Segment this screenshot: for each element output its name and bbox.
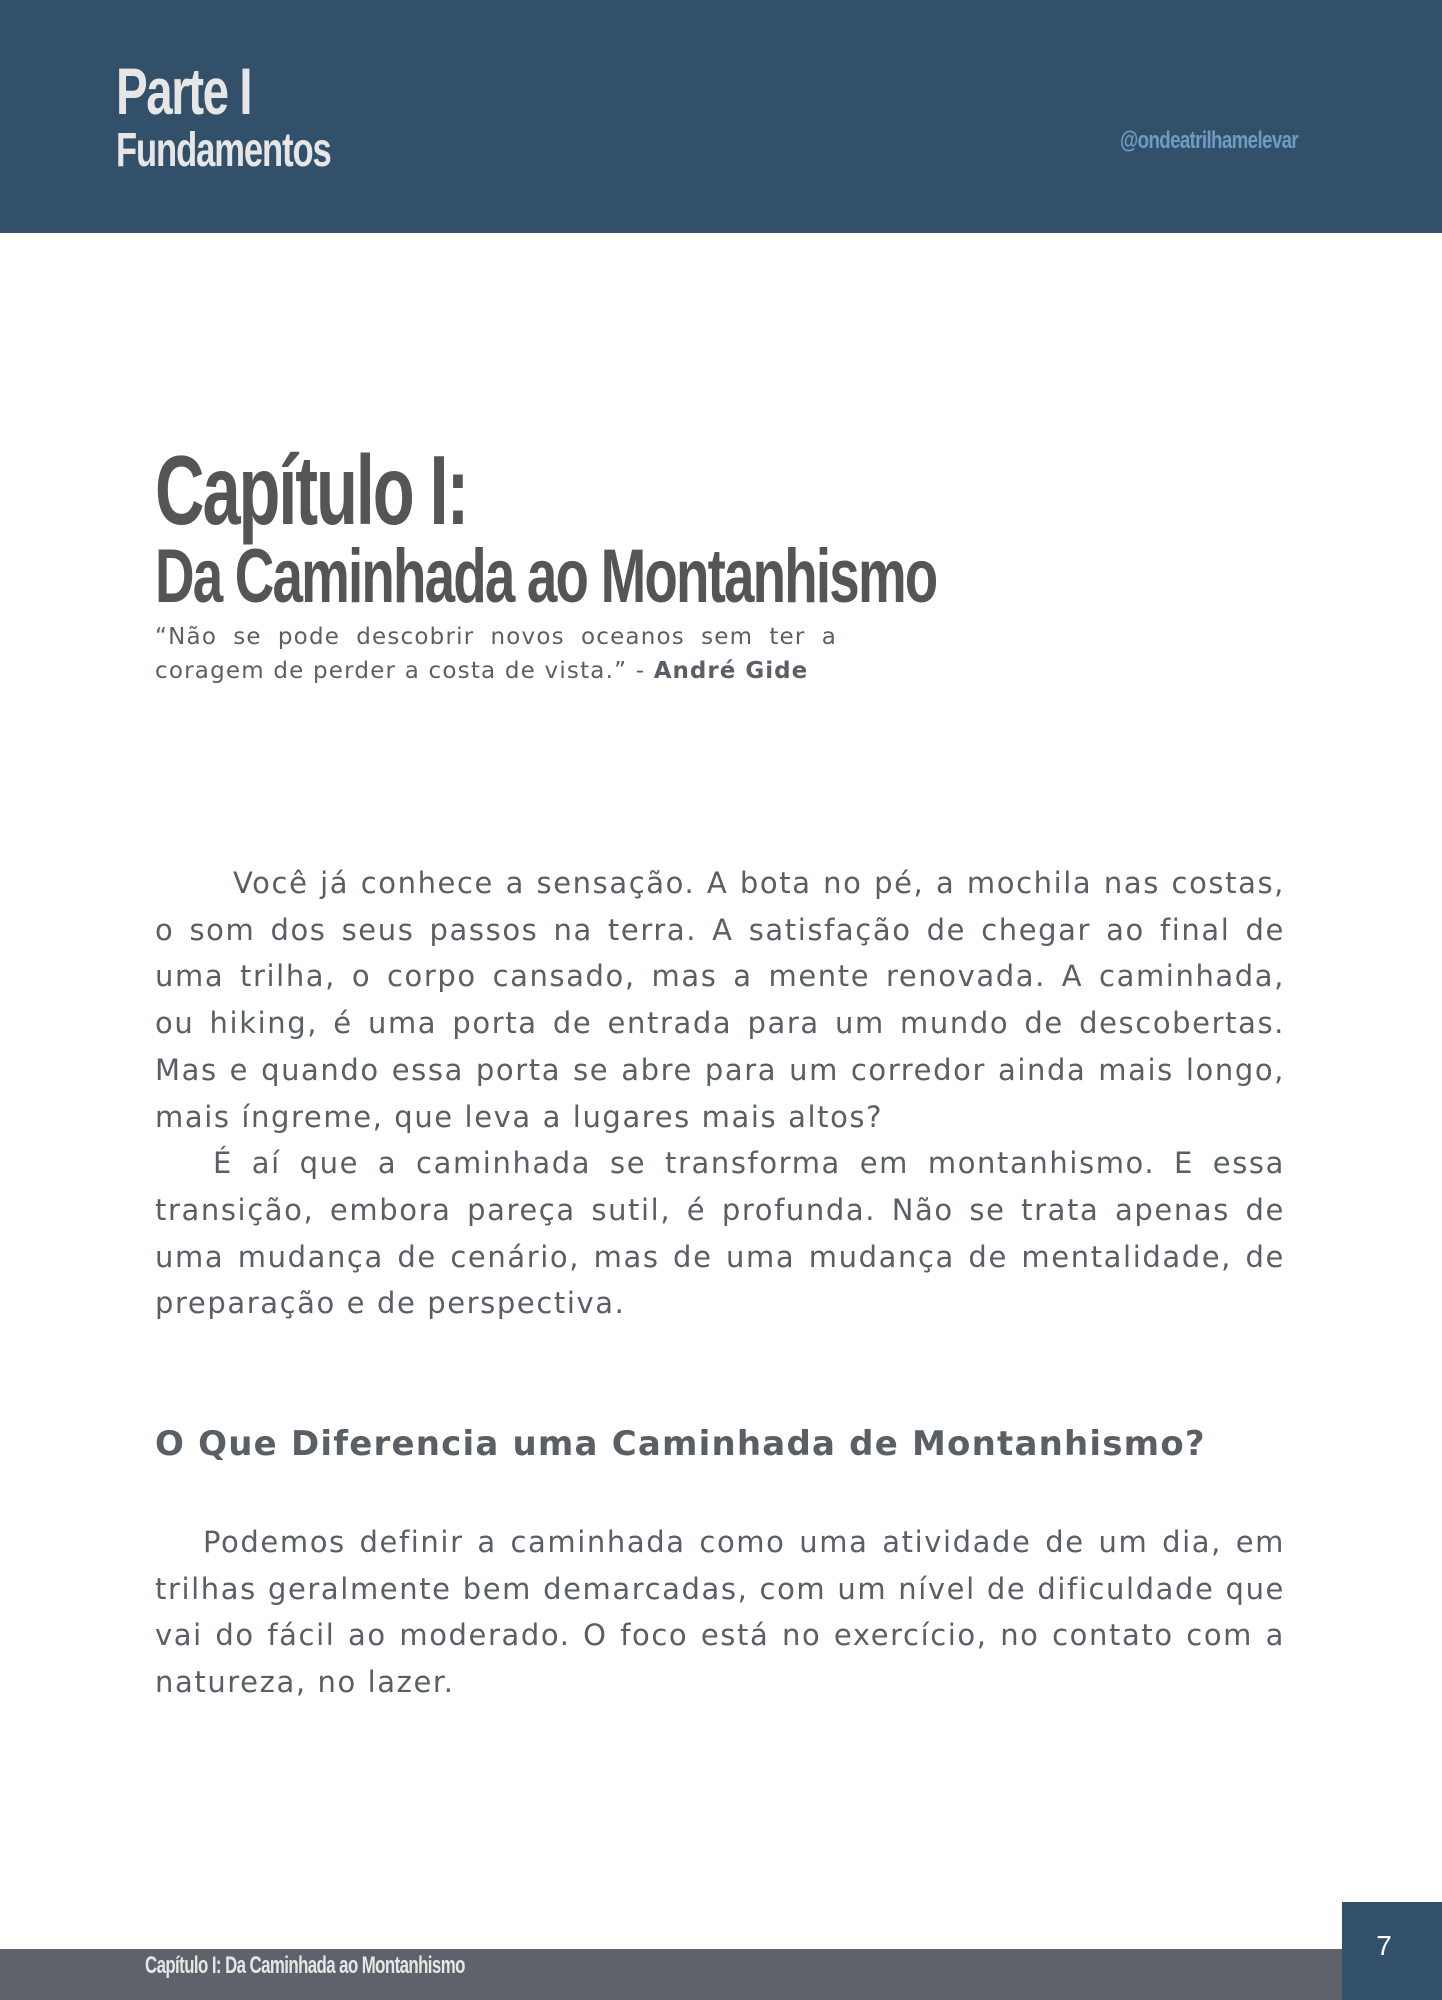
footer-bar xyxy=(0,1949,1442,2000)
part-title: Parte I xyxy=(116,54,252,128)
epigraph-quote xyxy=(155,620,837,688)
chapter-label: Capítulo I: xyxy=(155,435,468,545)
running-title: Capítulo I: Da Caminhada ao Montanhismo xyxy=(145,1952,465,1979)
paragraph: Você já conhece a sensação. A bota no pé, a mochila nas costas, o som dos seus passos na terra. A satisfação de chegar ao final de uma trilha, o corpo cansado, mas a mente renovada. A caminhada, ou hiking, é uma porta de entrada para um mundo de descobertas. Mas e quando essa porta se abre para um corredor ainda mais longo, mais íngreme, que leva a lugares mais altos? xyxy=(155,866,1285,1134)
chapter-title: Da Caminhada ao Montanhismo xyxy=(155,534,937,619)
section-paragraphs xyxy=(155,1519,1285,1706)
paragraph: É aí que a caminhada se transforma em montanhismo. E essa transição, embora pareça sutil, é profunda. Não se trata apenas de uma mudança de cenário, mas de uma mudança de mentalidade, de preparação e de perspectiva. xyxy=(155,1146,1285,1321)
part-subtitle: Fundamentos xyxy=(116,124,331,177)
social-handle: @ondeatrilhamelevar xyxy=(1120,127,1299,154)
section-heading: O Que Diferencia uma Caminhada de Montanhismo? xyxy=(155,1424,1206,1464)
page-number-box xyxy=(1342,1902,1442,2000)
paragraph: Podemos definir a caminhada como uma atividade de um dia, em trilhas geralmente bem demarcadas, com um nível de dificuldade que vai do fácil ao moderado. O foco está no exercício, no contato com a natureza, no lazer. xyxy=(155,1525,1285,1700)
intro-paragraphs xyxy=(155,860,1285,1327)
page-number: 7 xyxy=(1376,1930,1392,1961)
quote-author: André Gide xyxy=(653,658,809,684)
page-header xyxy=(0,0,1442,233)
quote-text: “Não se pode descobrir novos oceanos sem ter a coragem de perder a costa de vista.” - xyxy=(155,624,837,684)
